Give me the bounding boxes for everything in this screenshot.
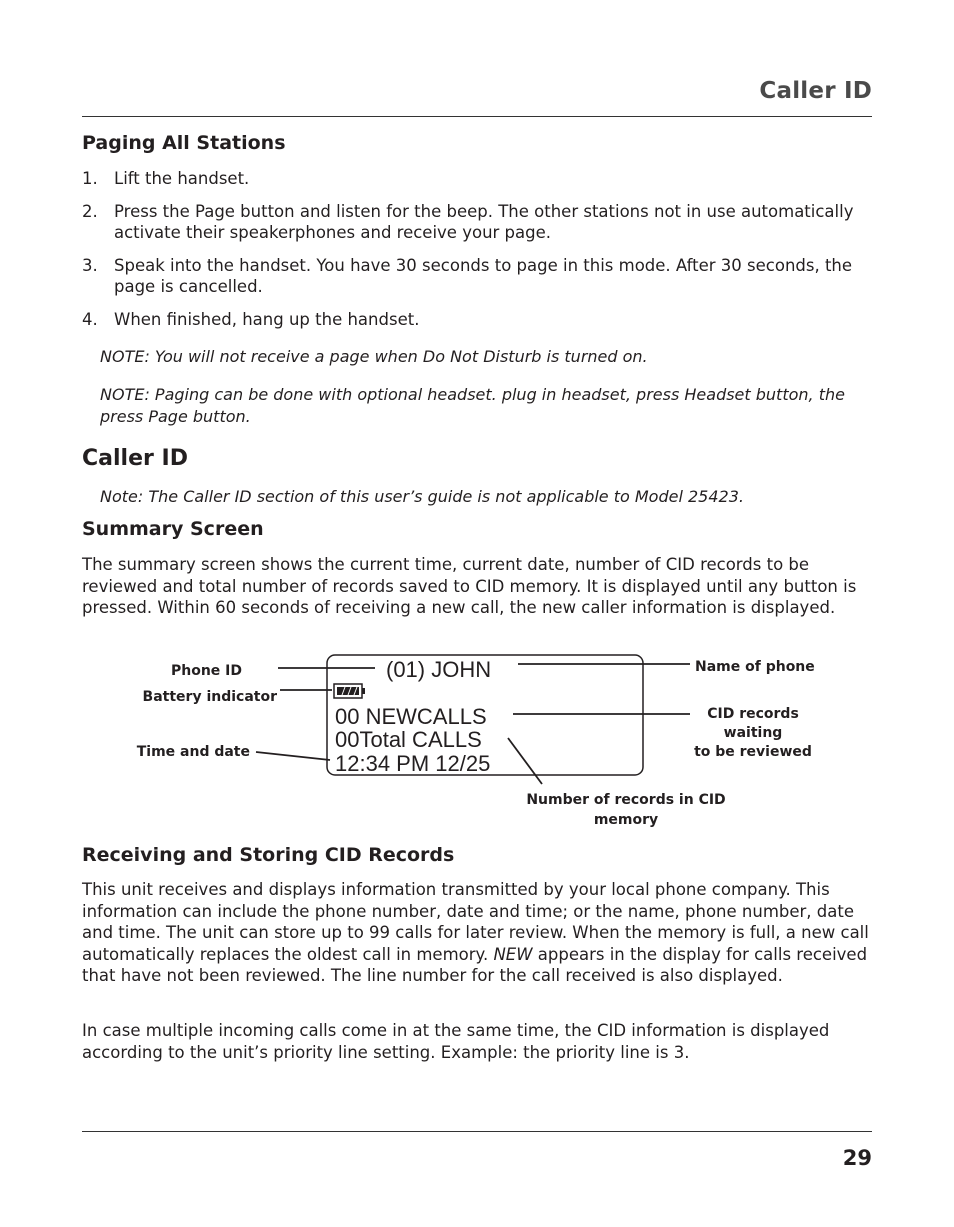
paging-steps xyxy=(82,168,872,341)
step-item xyxy=(82,168,872,190)
lcd-new-calls-line: 00 NEWCALLS xyxy=(335,704,487,729)
caller-id-heading: Caller ID xyxy=(82,446,188,471)
page-header-title: Caller ID xyxy=(759,78,872,104)
label-records-memory-line2: memory xyxy=(593,812,659,828)
lcd-total-calls-line: 00Total CALLS xyxy=(335,727,482,752)
step-number: 1. xyxy=(82,169,98,188)
new-indicator-text: NEW xyxy=(493,944,533,964)
label-cid-records-line1: CID records xyxy=(707,706,799,722)
label-records-memory-line1: Number of records in CID xyxy=(526,792,726,808)
caller-id-model-note: Note: The Caller ID section of this user’s guide is not applicable to Model 25423. xyxy=(100,487,744,506)
paging-heading: Paging All Stations xyxy=(82,132,286,154)
step-number: 4. xyxy=(82,309,98,329)
receiving-text-part: appears in the display for calls received that have not been reviewed. The line number for the call received is also displayed. xyxy=(82,944,868,985)
records-memory-leader xyxy=(508,738,542,784)
label-name-of-phone: Name of phone xyxy=(695,659,815,675)
lcd-phone-id-line: (01) JOHN xyxy=(386,657,492,682)
summary-paragraph: The summary screen shows the current time, current date, number of CID records to be reviewed and total number of records saved to CID memory. It is displayed until any button is pressed. Within 60 seconds of receiving a new call, the new caller information is displayed. xyxy=(82,555,857,617)
label-time-and-date: Time and date xyxy=(136,744,250,760)
step-text: When finished, hang up the handset. xyxy=(114,309,420,329)
step-text: Speak into the handset. You have 30 seconds to page in this mode. After 30 seconds, the page is cancelled. xyxy=(114,255,853,296)
step-text: Press the Page button and listen for the beep. The other stations not in use automatically activate their speakerphones and receive your page. xyxy=(114,201,854,242)
receiving-paragraph-1 xyxy=(82,879,872,987)
label-battery-indicator: Battery indicator xyxy=(142,689,277,705)
paging-note-dnd: NOTE: You will not receive a page when Do Not Disturb is turned on. xyxy=(100,347,648,366)
step-number: 3. xyxy=(82,255,98,275)
battery-icon xyxy=(334,684,365,698)
step-item xyxy=(82,309,872,331)
step-item xyxy=(82,255,872,298)
label-cid-records-line2: waiting xyxy=(723,725,783,741)
header-rule xyxy=(82,116,872,117)
paging-note-headset: NOTE: Paging can be done with optional headset. plug in headset, press Headset button, the press Page button. xyxy=(100,385,845,426)
step-text: Lift the handset. xyxy=(114,169,250,188)
label-cid-records-line3: to be reviewed xyxy=(694,744,812,760)
summary-screen-diagram xyxy=(0,640,954,840)
summary-heading: Summary Screen xyxy=(82,518,264,540)
step-number: 2. xyxy=(82,201,98,221)
footer-rule xyxy=(82,1131,872,1132)
time-date-leader xyxy=(256,752,330,760)
step-item xyxy=(82,201,872,244)
receiving-paragraph-2: In case multiple incoming calls come in at the same time, the CID information is displayed according to the unit’s priority line setting. Example: the priority line is 3. xyxy=(82,1021,830,1062)
receiving-text-part: This unit receives and displays information transmitted by your local phone company. This information can include the phone number, date and time; or the name, phone number, date and time. The unit can store up to 99 calls for later review. When the memory is full, a new call automatically replaces the oldest call in memory. xyxy=(82,880,869,964)
label-phone-id: Phone ID xyxy=(170,663,242,679)
lcd-time-date-line: 12:34 PM 12/25 xyxy=(335,751,491,776)
page-number: 29 xyxy=(842,1146,872,1170)
receiving-heading: Receiving and Storing CID Records xyxy=(82,844,455,866)
